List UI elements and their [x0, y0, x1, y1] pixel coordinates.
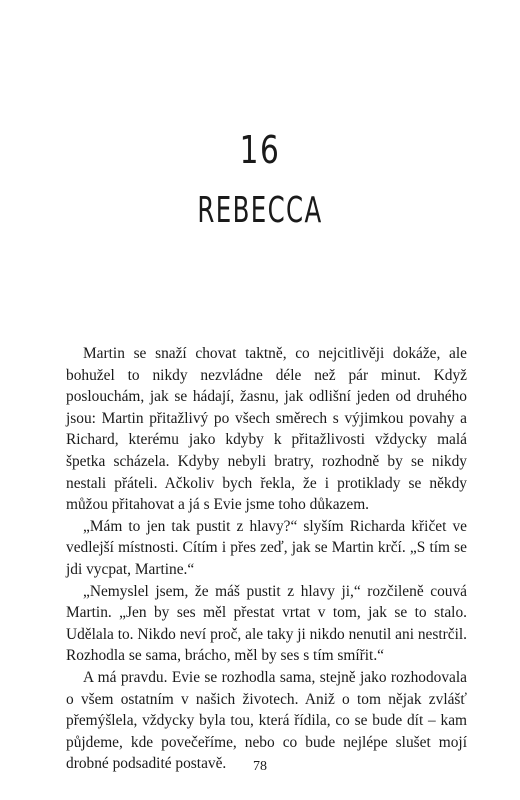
chapter-body	[66, 343, 467, 775]
chapter-number: 16	[239, 128, 281, 172]
paragraph: A má pravdu. Evie se rozhodla sama, stejně jako rozhodovala o všem ostatním v našich životech. Aniž o tom nějak zvlášť přemýšlela, vždycky byla tou, která řídila, co se bude dít – kam půjdeme, kde povečeříme, nebo co bude nejlépe slušet mojí drobné podsadité postavě.	[66, 668, 467, 773]
paragraph: Martin se snaží chovat taktně, co nejcitlivěji dokáže, ale bohužel to nikdy nezvládne déle než pár minut. Když poslouchám, jak se hádají, žasnu, jak odlišní jeden od druhého jsou: Martin přitažlivý po všech směrech s výjimkou povahy a Richard, kterému jako kdyby k přitažlivosti vždycky malá špetka scházela. Kdyby nebyli bratry, rozhodně by se nikdy nestali přáteli. Ačkoliv bych řekla, že i protiklady se někdy můžou přitahovat a já s Evie jsme toho důkazem.	[66, 345, 467, 514]
paragraph: „Mám to jen tak pustit z hlavy?“ slyším Richarda křičet ve vedlejší místnosti. Cítím i přes zeď, jak se Martin krčí. „S tím se jdi vycpat, Martine.“	[66, 517, 467, 578]
page-number: 78	[253, 759, 267, 774]
paragraph: „Nemyslel jsem, že máš pustit z hlavy ji,“ rozčileně couvá Martin. „Jen by ses měl přestat vrtat v tom, jak se to stalo. Udělala to. Nikdo neví proč, ale taky ji nikdo nenutil ani nestrčil. Rozhodla se sama, brácho, měl by ses s tím smířit.“	[66, 582, 467, 665]
chapter-title: REBECCA	[197, 190, 323, 231]
